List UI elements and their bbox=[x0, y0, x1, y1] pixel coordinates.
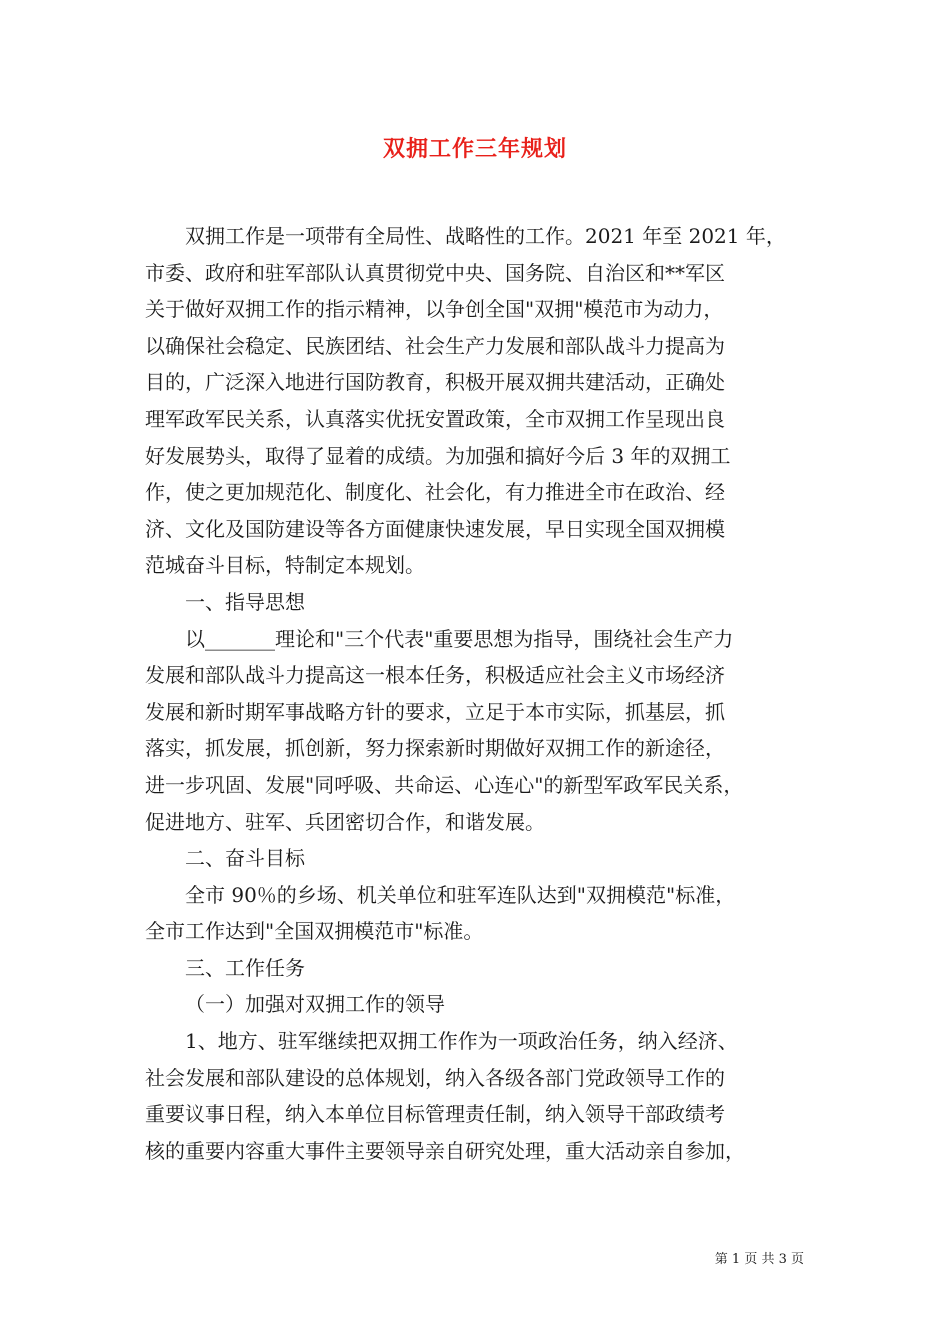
body-line: 范城奋斗目标，特制定本规划。 bbox=[145, 553, 425, 578]
body-line: 以_______理论和"三个代表"重要思想为指导，围绕社会生产力 bbox=[185, 626, 734, 651]
body-line: 好发展势头，取得了显着的成绩。为加强和搞好今后 3 年的双拥工 bbox=[145, 443, 731, 468]
document-title: 双拥工作三年规划 bbox=[382, 136, 567, 162]
body-line: 济、文化及国防建设等各方面健康快速发展，早日实现全国双拥模 bbox=[145, 516, 725, 541]
body-line: 发展和新时期军事战略方针的要求，立足于本市实际，抓基层，抓 bbox=[145, 699, 725, 724]
document-body bbox=[145, 218, 815, 1169]
body-line: 进一步巩固、发展"同呼吸、共命运、心连心"的新型军政军民关系， bbox=[145, 772, 744, 797]
body-line: 双拥工作是一项带有全局性、战略性的工作。2021 年至 2021 年， bbox=[185, 224, 786, 248]
body-line: 以确保社会稳定、民族团结、社会生产力发展和部队战斗力提高为 bbox=[145, 333, 725, 358]
body-line: 落实，抓发展，抓创新，努力探索新时期做好双拥工作的新途径， bbox=[145, 736, 725, 761]
body-line: 发展和部队战斗力提高这一根本任务，积极适应社会主义市场经济 bbox=[145, 663, 725, 688]
body-line: 三、工作任务 bbox=[185, 955, 305, 980]
body-line: （一）加强对双拥工作的领导 bbox=[185, 992, 445, 1017]
body-line: 促进地方、驻军、兵团密切合作，和谐发展。 bbox=[145, 809, 545, 834]
body-line: 市委、政府和驻军部队认真贯彻党中央、国务院、自治区和**军区 bbox=[145, 260, 725, 285]
body-line: 重要议事日程，纳入本单位目标管理责任制，纳入领导干部政绩考 bbox=[145, 1102, 725, 1127]
page-footer: 第 1 页 共 3 页 bbox=[714, 1252, 804, 1267]
body-line: 1、地方、驻军继续把双拥工作作为一项政治任务，纳入经济、 bbox=[185, 1029, 738, 1054]
body-line: 关于做好双拥工作的指示精神，以争创全国"双拥"模范市为动力， bbox=[145, 297, 724, 322]
body-line: 理军政军民关系，认真落实优抚安置政策，全市双拥工作呈现出良 bbox=[145, 406, 725, 431]
body-line: 一、指导思想 bbox=[185, 589, 305, 614]
body-line: 全市工作达到"全国双拥模范市"标准。 bbox=[145, 919, 484, 944]
body-line: 二、奋斗目标 bbox=[185, 846, 305, 871]
body-line: 目的，广泛深入地进行国防教育，积极开展双拥共建活动，正确处 bbox=[145, 370, 725, 395]
body-line: 作，使之更加规范化、制度化、社会化，有力推进全市在政治、经 bbox=[145, 480, 725, 505]
body-line: 全市 90％的乡场、机关单位和驻军连队达到"双拥模范"标准， bbox=[185, 882, 736, 907]
body-line: 核的重要内容重大事件主要领导亲自研究处理，重大活动亲自参加， bbox=[145, 1138, 745, 1163]
body-line: 社会发展和部队建设的总体规划，纳入各级各部门党政领导工作的 bbox=[145, 1065, 725, 1090]
